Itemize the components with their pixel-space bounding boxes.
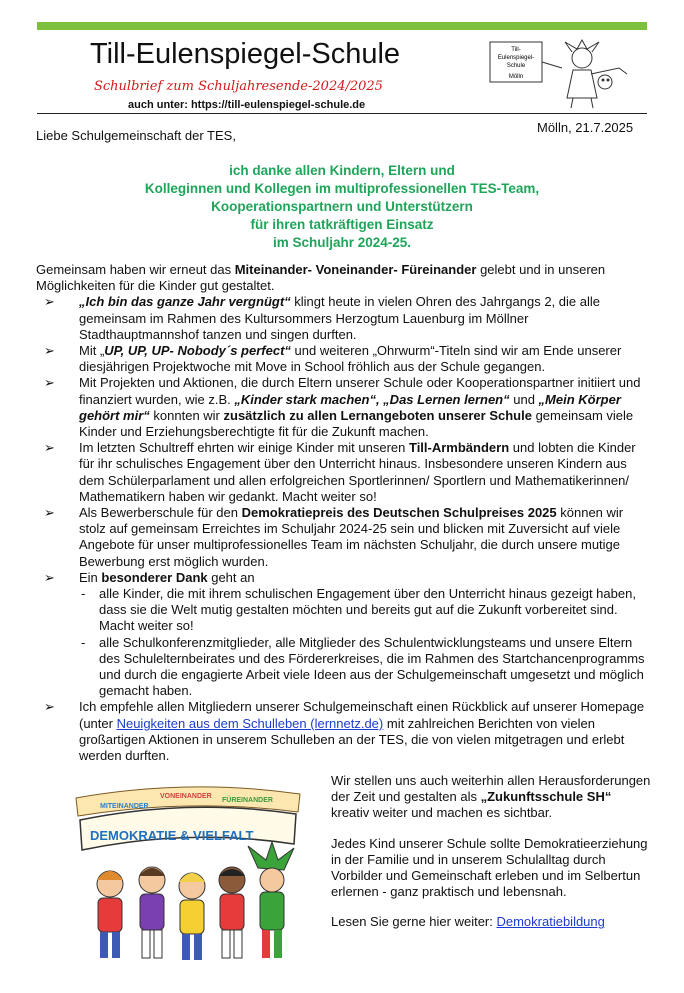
child-figure-2 [139, 867, 165, 958]
news-link[interactable]: Neuigkeiten aus dem Schulleben (lernnetz.de) [116, 715, 384, 731]
letter-date: Mölln, 21.7.2025 [537, 120, 634, 135]
banner-main-text: DEMOKRATIE & VIELFALT [90, 828, 254, 843]
banner-word-1: MITEINANDER [100, 803, 149, 810]
arrow-bullet-icon: ➢ [44, 699, 55, 715]
child-figure-4 [219, 867, 245, 958]
school-logo-jester-icon [487, 38, 635, 112]
democracy-children-illustration [72, 776, 304, 986]
arrow-bullet-icon: ➢ [44, 294, 55, 310]
bullet-item: ➢ Mit Projekten und Aktionen, die durch Eltern unserer Schule oder Kooperationspartner initiiert und finanziert wurden, wie z.B. „Kinder stark machen“, „Das Lernen lernen“ und „Mein Körper gehört mir“ konnten wir zusätzlich zu allen Lernangeboten unserer Schule gemeinsam viele Kinder und Erziehungsberechtigte fit für die Zukunft machen. [44, 375, 641, 440]
thanks-line: im Schuljahr 2024-25. [272, 235, 412, 250]
logo-text-3: Schule [506, 63, 526, 69]
banner-word-3: FÜREINANDER [222, 797, 273, 804]
jester-figure [248, 842, 294, 958]
logo-text-1: Till- [511, 47, 521, 53]
bullet-item: ➢ Als Bewerberschule für den Demokratiepreis des Deutschen Schulpreises 2025 können wir stolz auf gemeinsam Erreichtes im Schuljahr 2024-25 sein und blicken mit Zuversicht auf viele Angebote für unser multiprofessionelles Team im nächsten Schuljahr, die durch unsere mutige Bewerbung erst möglich wurden. [44, 505, 624, 569]
thanks-line: Kooperationspartnern und Unterstützern [211, 199, 473, 214]
thanks-line: ich danke allen Kindern, Eltern und [229, 163, 455, 178]
bullet-item: ➢ Ich empfehle allen Mitgliedern unserer Schulgemeinschaft einen Rückblick auf unserer Homepage (unter Neuigkeiten aus dem Schulleben (lernnetz.de) mit zahlreichen Berichten von vielen großartigen Aktionen in unserem Schulleben an der TES, die von vielen mitgetragen und erlebt werden durften. [44, 699, 645, 764]
letter-subtitle: Schulbrief zum Schuljahresende-2024/2025 [94, 79, 383, 94]
dash-item: - alle Kinder, die mit ihrem schulischen Engagement über den Unterricht hinaus gezeigt haben, dass sie die Welt mutig gestalten möchten und bereits gut auf die Zukunft vorbereitet sind. Macht weiter so! [81, 586, 636, 634]
bullet-item: ➢ „Ich bin das ganze Jahr vergnügt“ klingt heute in vielen Ohren des Jahrgangs 2, die alle gemeinsam im Rahmen des Kultursommers Herzogtum Lauenburg im Möllner Stadthauptmannshof tanzen und singen durften. [44, 294, 600, 342]
bullet-item: ➢ Mit „UP, UP, UP- Nobody´s perfect“ und weiteren „Ohrwurm“-Titeln sind wir am Ende unserer diesjährigen Projektwoche mit Move in School fröhlich aus der Schule gegangen. [44, 343, 622, 375]
intro-paragraph: Gemeinsam haben wir erneut das Miteinander- Voneinander- Füreinander gelebt und in unseren Möglichkeiten für die Kinder gut gestaltet. [36, 262, 606, 294]
school-name: Till-Eulenspiegel-Schule [90, 38, 401, 70]
website-note: auch unter: https://till-eulenspiegel-schule.de [128, 99, 366, 111]
bullet-item: ➢ Ein besonderer Dank geht an [44, 569, 255, 585]
dash-bullet: - [81, 586, 86, 602]
closing-paragraph-3: Lesen Sie gerne hier weiter: Demokratiebildung [331, 914, 605, 930]
thanks-line: Kolleginnen und Kollegen im multiprofessionellen TES-Team, [144, 181, 540, 196]
arrow-bullet-icon: ➢ [44, 505, 55, 521]
arrow-bullet-icon: ➢ [44, 569, 55, 585]
child-figure-3 [179, 873, 205, 960]
child-figure-1 [97, 871, 123, 958]
arrow-bullet-icon: ➢ [44, 343, 55, 359]
democracy-link[interactable]: Demokratiebildung [496, 914, 605, 930]
arrow-bullet-icon: ➢ [44, 375, 55, 391]
closing-paragraph-1: Wir stellen uns auch weiterhin allen Herausforderungen der Zeit und gestalten als „Zukunftsschule SH“ kreativ weiter und machen es sichtbar. [331, 773, 651, 821]
dash-bullet: - [81, 634, 86, 650]
thanks-line: für ihren tatkräftigen Einsatz [250, 217, 434, 232]
salutation: Liebe Schulgemeinschaft der TES, [36, 128, 236, 143]
logo-text-2: Eulenspiegel- [497, 55, 535, 61]
logo-text-4: Mölln [508, 74, 524, 80]
dash-item: - alle Schulkonferenzmitglieder, alle Mitglieder des Schulentwicklungsteams und unsere Eltern des Schulelternbeirates und des Fördererkreises, die im Rahmen des Startchancenprogramms und durch die engagierte Arbeit viele Ideen aus der Schulgemeinschaft umgesetzt und möglich gemacht haben. [81, 634, 645, 699]
bullet-item: ➢ Im letzten Schultreff ehrten wir einige Kinder mit unseren Till-Armbändern und lobten die Kinder für ihr schulisches Engagement über den Unterricht hinaus. Insbesondere unseren Kindern aus dem Schülerparlament und allen erfolgreichen Sportlerinnen/ Sportlern und Mathematikerinnen/ Mathematikern haben wir gedankt. Macht weiter so! [44, 440, 636, 504]
arrow-bullet-icon: ➢ [44, 440, 55, 456]
closing-paragraph-2: Jedes Kind unserer Schule sollte Demokratieerziehung in der Familie und in unserem Schulalltag durch Vorbilder und Gemeinschaft erleben und im Selbertun erlernen - ganz praktisch und lebensnah. [331, 835, 648, 900]
letter-body [36, 262, 648, 764]
closing-column [331, 773, 651, 945]
header-divider [37, 113, 647, 114]
header-accent-bar [37, 22, 647, 30]
banner-word-2: VONEINANDER [160, 793, 212, 800]
